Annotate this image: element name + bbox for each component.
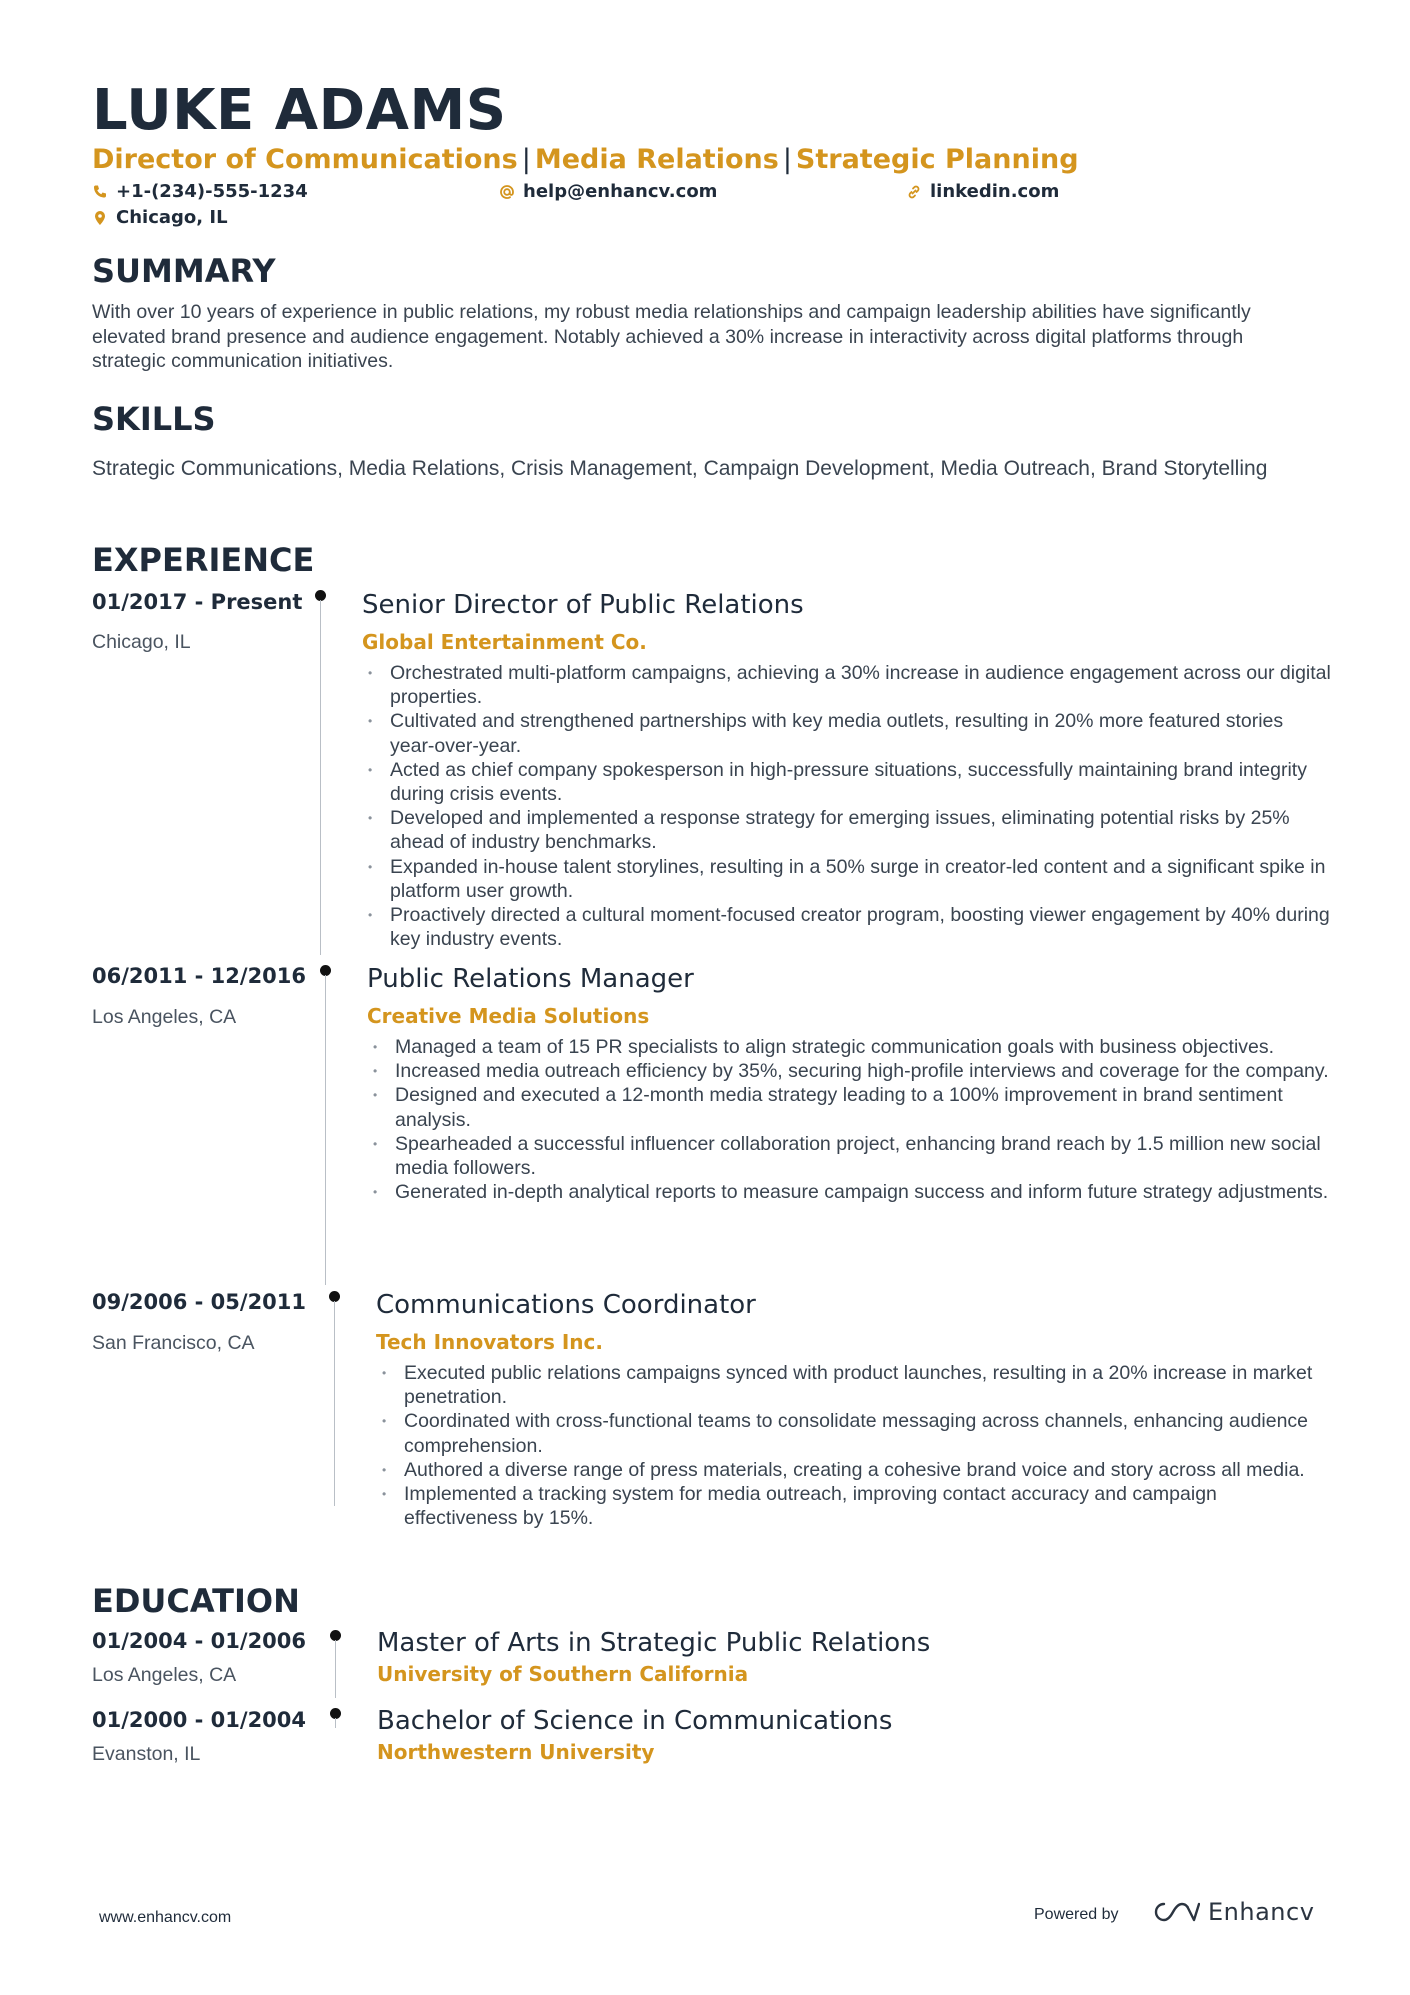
degree-title: Master of Arts in Strategic Public Relations [377, 1628, 931, 1658]
bullet-item: • Authored a diverse range of press materials, creating a cohesive brand voice and story across all media. [376, 1458, 1331, 1482]
contact-phone [92, 181, 308, 202]
summary-text: With over 10 years of experience in public relations, my robust media relationships and campaign leadership abilities have significantly elevated brand presence and audience engagement. Notably achieved a 30% increase in interactivity across digital platforms through strategic communication initiatives. [92, 301, 1251, 372]
education-location: Evanston, IL [92, 1743, 201, 1765]
location-text: Chicago, IL [116, 207, 228, 228]
job-title: Communications Coordinator [376, 1290, 756, 1320]
company-name: Global Entertainment Co. [362, 630, 647, 654]
bullet-item: • Executed public relations campaigns synced with product launches, resulting in a 20% increase in market penetration. [376, 1361, 1331, 1409]
job-location: Chicago, IL [92, 631, 191, 653]
job-title: Public Relations Manager [367, 964, 694, 994]
contact-location [92, 207, 228, 228]
summary-heading: SUMMARY [92, 252, 276, 290]
enhancv-brand[interactable] [1152, 1898, 1314, 1926]
candidate-name: LUKE ADAMS [92, 78, 507, 143]
headline-part: Strategic Planning [795, 144, 1079, 175]
degree-title: Bachelor of Science in Communications [377, 1706, 893, 1736]
bullet-item: • Implemented a tracking system for media outreach, improving contact accuracy and campaign effectiveness by 15%. [376, 1482, 1331, 1530]
education-heading: EDUCATION [92, 1582, 300, 1620]
timeline-line [335, 1640, 336, 1698]
skills-heading: SKILLS [92, 400, 216, 438]
contact-linkedin[interactable] [906, 181, 1059, 202]
bullet-item: • Designed and executed a 12-month media strategy leading to a 100% improvement in brand sentiment analysis. [367, 1083, 1337, 1131]
headline-separator: | [521, 144, 531, 175]
job-bullets [367, 1035, 1337, 1204]
skills-text: Strategic Communications, Media Relations, Crisis Management, Campaign Development, Media Outreach, Brand Storytelling [92, 457, 1268, 480]
enhancv-logo-icon [1152, 1899, 1200, 1925]
phone-icon [92, 184, 108, 200]
link-icon [906, 184, 922, 200]
job-dates: 09/2006 - 05/2011 [92, 1290, 307, 1314]
bullet-item: • Orchestrated multi-platform campaigns, achieving a 30% increase in audience engagement across our digital properties. [362, 661, 1332, 709]
powered-by-label: Powered by [1034, 1906, 1119, 1923]
contact-email[interactable] [499, 181, 717, 202]
company-name: Creative Media Solutions [367, 1004, 650, 1028]
school-name: University of Southern California [377, 1662, 749, 1686]
bullet-item: • Expanded in-house talent storylines, resulting in a 50% surge in creator-led content and a significant spike in platform user growth. [362, 855, 1332, 903]
job-location: Los Angeles, CA [92, 1006, 237, 1028]
location-pin-icon [92, 210, 108, 226]
education-dates: 01/2004 - 01/2006 [92, 1629, 307, 1653]
bullet-item: • Proactively directed a cultural moment-focused creator program, boosting viewer engagement by 40% during key industry events. [362, 903, 1332, 951]
job-title: Senior Director of Public Relations [362, 590, 804, 620]
job-bullets [362, 661, 1332, 951]
company-name: Tech Innovators Inc. [376, 1330, 603, 1354]
school-name: Northwestern University [377, 1740, 655, 1764]
timeline-line [334, 1301, 335, 1506]
job-dates: 01/2017 - Present [92, 590, 303, 614]
bullet-item: • Cultivated and strengthened partnerships with key media outlets, resulting in 20% more featured stories year-over-year. [362, 709, 1332, 757]
bullet-item: • Managed a team of 15 PR specialists to align strategic communication goals with business objectives. [367, 1035, 1337, 1059]
education-dates: 01/2000 - 01/2004 [92, 1708, 307, 1732]
headline-separator: | [782, 144, 792, 175]
timeline-line [335, 1718, 336, 1728]
headline-part: Director of Communications [92, 144, 518, 175]
headline [92, 144, 1079, 175]
email-link[interactable]: help@enhancv.com [523, 181, 718, 202]
brand-name: Enhancv [1208, 1898, 1315, 1926]
bullet-item: • Acted as chief company spokesperson in high-pressure situations, successfully maintaining brand integrity during crisis events. [362, 758, 1332, 806]
headline-part: Media Relations [534, 144, 779, 175]
footer-website-link[interactable]: www.enhancv.com [99, 1909, 232, 1926]
bullet-item: • Developed and implemented a response strategy for emerging issues, eliminating potential risks by 25% ahead of industry benchmarks. [362, 806, 1332, 854]
linkedin-link[interactable]: linkedin.com [930, 181, 1060, 202]
experience-heading: EXPERIENCE [92, 541, 315, 579]
at-icon [499, 184, 515, 200]
bullet-item: • Coordinated with cross-functional teams to consolidate messaging across channels, enhancing audience comprehension. [376, 1409, 1331, 1457]
job-dates: 06/2011 - 12/2016 [92, 964, 307, 988]
bullet-item: • Generated in-depth analytical reports to measure campaign success and inform future strategy adjustments. [367, 1180, 1337, 1204]
job-location: San Francisco, CA [92, 1332, 255, 1354]
timeline-line [320, 600, 321, 955]
bullet-item: • Spearheaded a successful influencer collaboration project, enhancing brand reach by 1.5 million new social media followers. [367, 1132, 1337, 1180]
timeline-line [325, 975, 326, 1285]
bullet-item: • Increased media outreach efficiency by 35%, securing high-profile interviews and coverage for the company. [367, 1059, 1337, 1083]
education-location: Los Angeles, CA [92, 1664, 237, 1686]
phone-text: +1-(234)-555-1234 [116, 181, 308, 202]
job-bullets [376, 1361, 1331, 1530]
